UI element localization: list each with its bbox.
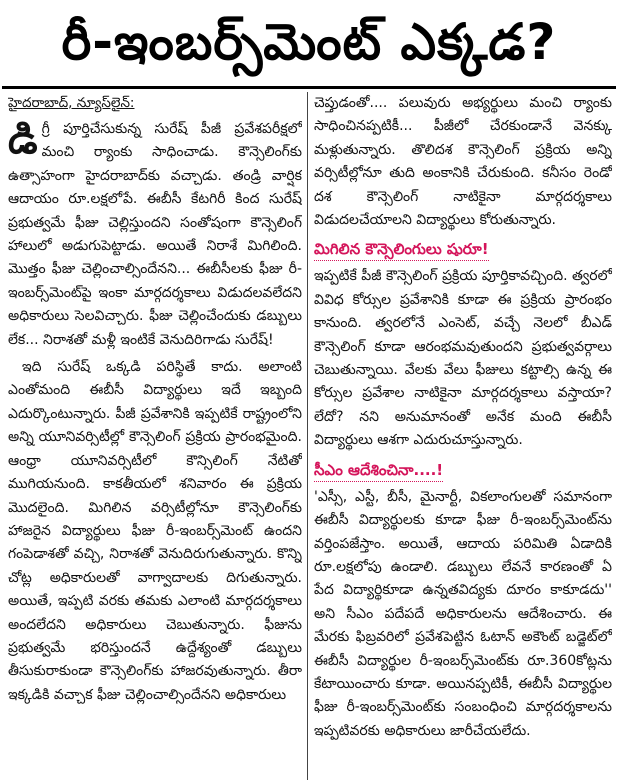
right-column — [314, 92, 612, 780]
article-paragraph: 'ఎస్సీ, ఎస్టీ, బీసీ, మైనార్టీ, వికలాంగులతో సమానంగా ఈబీసీ విద్యార్థులకు కూడా ఫీజు రీ-ఇంబర్స్‌మెంట్‌ను వర్తింపజేస్తాం. అయితే, ఆదాయ పరిమితి ఏడాదికి రూ.లక్షలోపు ఉండాలి. డబ్బులు లేవనే కారణంతో ఏ పేద విద్యార్థికూడా ఉన్నతవిద్యకు దూరం కాకూడదు'' అని సీఎం పదేపదే అధికారులను ఆదేశించారు. ఈ మేరకు ఫిబ్రవరిలో ప్రవేశపెట్టిన ఓటాన్ అకౌంట్ బడ్జెట్‌లో ఈబీసీ విద్యార్థుల రీ-ఇంబర్స్‌మెంట్‌కు రూ.360కోట్లను కేటాయించారు కూడా. అయినప్పటికీ, ఈబీసీ విద్యార్థుల ఫీజు రీ-ఇంబర్స్‌మెంట్‌కు సంబంధించి మార్గదర్శకాలను ఇప్పటివరకు అధికారులు జారీచేయలేదు. — [314, 488, 612, 739]
subheading: మిగిలిన కౌన్సెలింగులు షురూ! — [314, 238, 489, 261]
left-column — [8, 92, 302, 780]
article-paragraph: ఇప్పటికే పీజీ కౌన్సెలింగ్ ప్రక్రియ పూర్తికావచ్చింది. త్వరలో వివిధ కోర్సుల ప్రవేశానికి కూడా ఈ ప్రక్రియ ప్రారంభం కానుంది. త్వరలోనే ఎంసెట్, వచ్చే నెలలో బీఎడ్ కౌన్సెలింగ్ కూడా ఆరంభమవుతుందని ప్రభుత్వవర్గాలు చెబుతున్నాయి. వేలకు వేలు ఫీజులు కట్టాల్సి ఉన్న ఈ కోర్సుల ప్రవేశాల నాటికైనా మార్గదర్శకాలు వస్తాయా? లేదో? నని అనుమానంతో అనేక మంది ఈబీసీ విద్యార్థులు ఆశగా ఎదురుచూస్తున్నారు. — [314, 268, 612, 449]
article-paragraph: డిగ్రీ పూర్తిచేసుకున్న సురేష్ పీజీ ప్రవేశపరీక్షలో మంచి ర్యాంకు సాధించాడు. కౌన్సెలింగ్‌కు ఉత్సాహంగా హైదరాబాద్‌కు వచ్చాడు. తండ్రి వార్షిక ఆదాయం రూ.లక్షలోపే. ఈబీసీ కేటగిరీ కింద సురేష్ ప్రభుత్వమే ఫీజు చెల్లిస్తుందని సంతోషంగా కౌన్సెలింగ్ హాలులో అడుగుపెట్టాడు. అయితే నిరాశే మిగిలింది. మొత్తం ఫీజు చెల్లించాల్సిందేనని... ఈబీసీలకు ఫీజు రీ-ఇంబర్స్‌మెంట్‌పై ఇంకా మార్గదర్శకాలు విడుదలవలేదని అధికారులు సెలవిచ్చారు. ఫీజు చెల్లించేందుకు డబ్బులు లేక... నిరాశతో మళ్లీ ఇంటికే వెనుదిరిగాడు సురేష్! — [8, 117, 302, 348]
dateline: హైదరాబాద్, న్యూస్‌లైన్: — [8, 95, 135, 111]
headline-rule — [2, 86, 616, 89]
column-divider — [307, 92, 308, 780]
headline: రీ-ఇంబర్స్‌మెంట్ ఎక్కడ? — [61, 13, 557, 71]
drop-cap: డి — [8, 117, 38, 163]
subheading: సీఎం ఆదేశించినా....! — [314, 459, 443, 482]
article-paragraph: ఇది సురేష్ ఒక్కడి పరిస్థితే కాదు. అలాంటి ఎంతోమంది ఈబీసీ విద్యార్థులు ఇదే ఇబ్బంది ఎదుర్కొంటున్నారు. పీజీ ప్రవేశానికి ఇప్పటికే రాష్ట్రంలోని అన్ని యూనివర్సిటీల్లో కౌన్సెలింగ్ ప్రక్రియ ప్రారంభమైంది. ఆంధ్రా యూనివర్సిటీలో కౌన్సిలింగ్ నేటితో ముగియనుంది. కాకతీయలో శనివారం ఈ ప్రక్రియ మొదలైంది. మిగిలిన వర్సిటీల్లోనూ కౌన్సెలింగ్‌కు హాజరైన విద్యార్థులు ఫీజు రీ-ఇంబర్స్‌మెంట్ ఉందని గంపెడాశతో వచ్చి, నిరాశతో వెనుదిరుగుతున్నారు. కొన్ని చోట్ల అధికారులతో వాగ్వాదాలకు దిగుతున్నారు. అయితే, ఇప్పటి వరకు తమకు ఎలాంటి మార్గదర్శకాలు అందలేదని అధికారులు చెబుతున్నారు. ఫీజును ప్రభుత్వమే భరిస్తుందనే ఉద్దేశ్యంతో డబ్బులు తీసుకురాకుండా కౌన్సెలింగ్‌కు హాజరవుతున్నారు. తీరా ఇక్కడికి వచ్చాక ఫీజు చెల్లించాల్సిందేనని అధికారులు — [8, 359, 302, 703]
article-paragraph: చెప్తుడంతో.... పలువురు అభ్యర్థులు మంచి ర్యాంకు సాధించినప్పటికీ... పీజీలో చేరకుండానే వెనక్కు మళ్లుతున్నారు. తొలిదశ కౌన్సెలింగ్ ప్రక్రియ అన్ని వర్సిటీల్లోనూ తుది అంకానికి చేరుకుంది. కనీసం రెండో దశ కౌన్సెలింగ్ నాటికైనా మార్గదర్శకాలు విడుదలచేయాలని విద్యార్థులు కోరుతున్నారు. — [314, 95, 612, 229]
